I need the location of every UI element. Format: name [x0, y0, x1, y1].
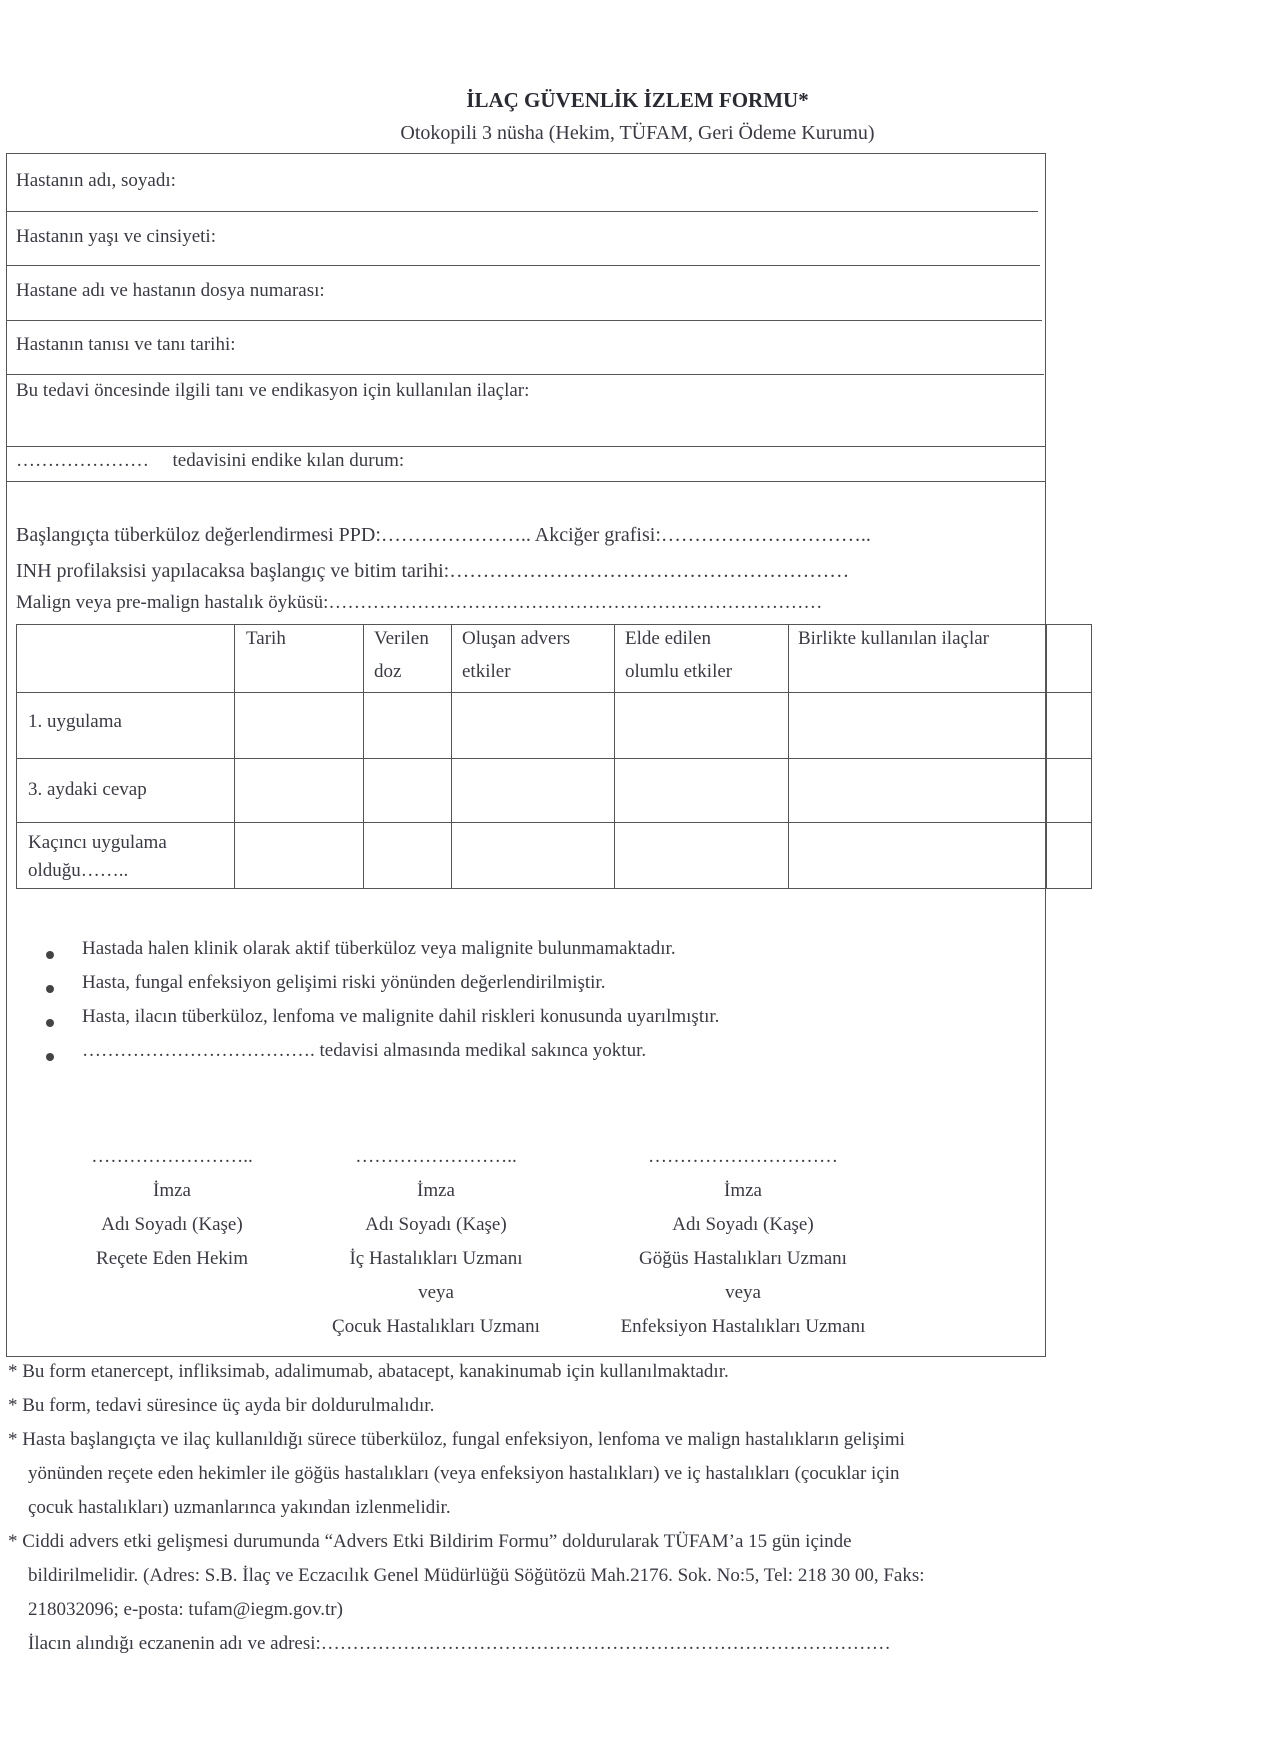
header-concomitant: Birlikte kullanılan ilaçlar	[798, 628, 989, 649]
footnote: * Ciddi advers etki gelişmesi durumunda “Advers Etki Bildirim Formu” doldurularak TÜFAM’a 15 gün içinde	[8, 1531, 852, 1552]
footnote: 218032096; e-posta: tufam@iegm.gov.tr)	[28, 1599, 343, 1620]
header-positive-line1: Elde edilen	[625, 628, 711, 649]
header-date: Tarih	[246, 628, 286, 649]
inh-prophylaxis-field[interactable]: INH profilaksisi yapılacaksa başlangıç ve bitim tarihi:……………………………………………………	[16, 560, 850, 582]
statement-item[interactable]: ………………………………. tedavisi almasında medikal sakınca yoktur.	[82, 1040, 647, 1061]
indication-label: tedavisini endike kılan durum:	[172, 450, 405, 471]
footnote: çocuk hastalıkları) uzmanlarınca yakından izlenmelidir.	[28, 1497, 451, 1518]
bullet-icon	[46, 985, 54, 993]
footnote: * Bu form, tedavi süresince üç ayda bir doldurulmalıdır.	[8, 1395, 435, 1416]
signature-line[interactable]: ……………………..	[91, 1146, 253, 1167]
signature-block-chest-diseases: ………………………… İmza Adı Soyadı (Kaşe) Göğüs Hastalıkları Uzmanı veya Enfeksiyon Hastalıkları Uzmanı	[598, 1140, 888, 1344]
row-first-application: 1. uygulama	[28, 711, 122, 732]
header-adverse-line2: etkiler	[462, 661, 511, 682]
pharmacy-field[interactable]: İlacın alındığı eczanenin adı ve adresi:………………………………………………………………………………	[28, 1633, 891, 1654]
malignancy-history-field[interactable]: Malign veya pre-malign hastalık öyküsü:……………………………………………………………………	[16, 592, 823, 613]
treatment-table	[16, 624, 1092, 889]
patient-name-field[interactable]: Hastanın adı, soyadı:	[16, 170, 176, 191]
bullet-icon	[46, 1019, 54, 1027]
statement-item: Hasta, fungal enfeksiyon gelişimi riski yönünden değerlendirilmiştir.	[82, 972, 606, 993]
statement-item: Hasta, ilacın tüberküloz, lenfoma ve malignite dahil riskleri konusunda uyarılmıştır.	[82, 1006, 720, 1027]
header-positive-line2: olumlu etkiler	[625, 661, 733, 682]
signature-block-prescriber: …………………….. İmza Adı Soyadı (Kaşe) Reçete Eden Hekim	[42, 1140, 302, 1276]
bullet-icon	[46, 951, 54, 959]
tb-evaluation-field[interactable]: Başlangıçta tüberküloz değerlendirmesi PPD:………………….. Akciğer grafisi:…………………………..	[16, 524, 871, 546]
footnote: * Hasta başlangıçta ve ilaç kullanıldığı sürece tüberküloz, fungal enfeksiyon, lenfoma ve malign hastalıkların gelişimi	[8, 1429, 905, 1450]
form-title: İLAÇ GÜVENLİK İZLEM FORMU*	[466, 88, 809, 112]
signature-line[interactable]: ……………………..	[355, 1146, 517, 1167]
indication-dots: …………………	[16, 450, 149, 471]
prior-drugs-field[interactable]: Bu tedavi öncesinde ilgili tanı ve endikasyon için kullanılan ilaçlar:	[16, 380, 530, 401]
header-dose-line2: doz	[374, 661, 402, 682]
hospital-file-field[interactable]: Hastane adı ve hastanın dosya numarası:	[16, 280, 325, 301]
diagnosis-field[interactable]: Hastanın tanısı ve tanı tarihi:	[16, 334, 236, 355]
footnote: yönünden reçete eden hekimler ile göğüs hastalıkları (veya enfeksiyon hastalıkları) ve iç hastalıkları (çocuklar için	[28, 1463, 900, 1484]
form-subtitle: Otokopili 3 nüsha (Hekim, TÜFAM, Geri Ödeme Kurumu)	[400, 122, 875, 144]
indication-field[interactable]	[16, 450, 404, 472]
header-dose-line1: Verilen	[374, 628, 429, 649]
patient-age-sex-field[interactable]: Hastanın yaşı ve cinsiyeti:	[16, 226, 216, 247]
footnote: bildirilmelidir. (Adres: S.B. İlaç ve Eczacılık Genel Müdürlüğü Söğütözü Mah.2176. Sok. No:5, Tel: 218 30 00, Faks:	[28, 1565, 925, 1586]
statement-item: Hastada halen klinik olarak aktif tüberküloz veya malignite bulunmamaktadır.	[82, 938, 676, 959]
header-adverse-line1: Oluşan advers	[462, 628, 571, 649]
signature-block-internal-medicine: …………………….. İmza Adı Soyadı (Kaşe) İç Hastalıkları Uzmanı veya Çocuk Hastalıkları Uzmanı	[306, 1140, 566, 1344]
row-application-number-line1: Kaçıncı uygulama	[28, 832, 167, 853]
signature-line[interactable]: …………………………	[648, 1146, 838, 1167]
footnote: * Bu form etanercept, infliksimab, adalimumab, abatacept, kanakinumab için kullanılmaktadır.	[8, 1361, 729, 1382]
row-application-number-line2: olduğu……..	[28, 860, 129, 881]
bullet-icon	[46, 1053, 54, 1061]
row-third-month-response: 3. aydaki cevap	[28, 779, 147, 800]
